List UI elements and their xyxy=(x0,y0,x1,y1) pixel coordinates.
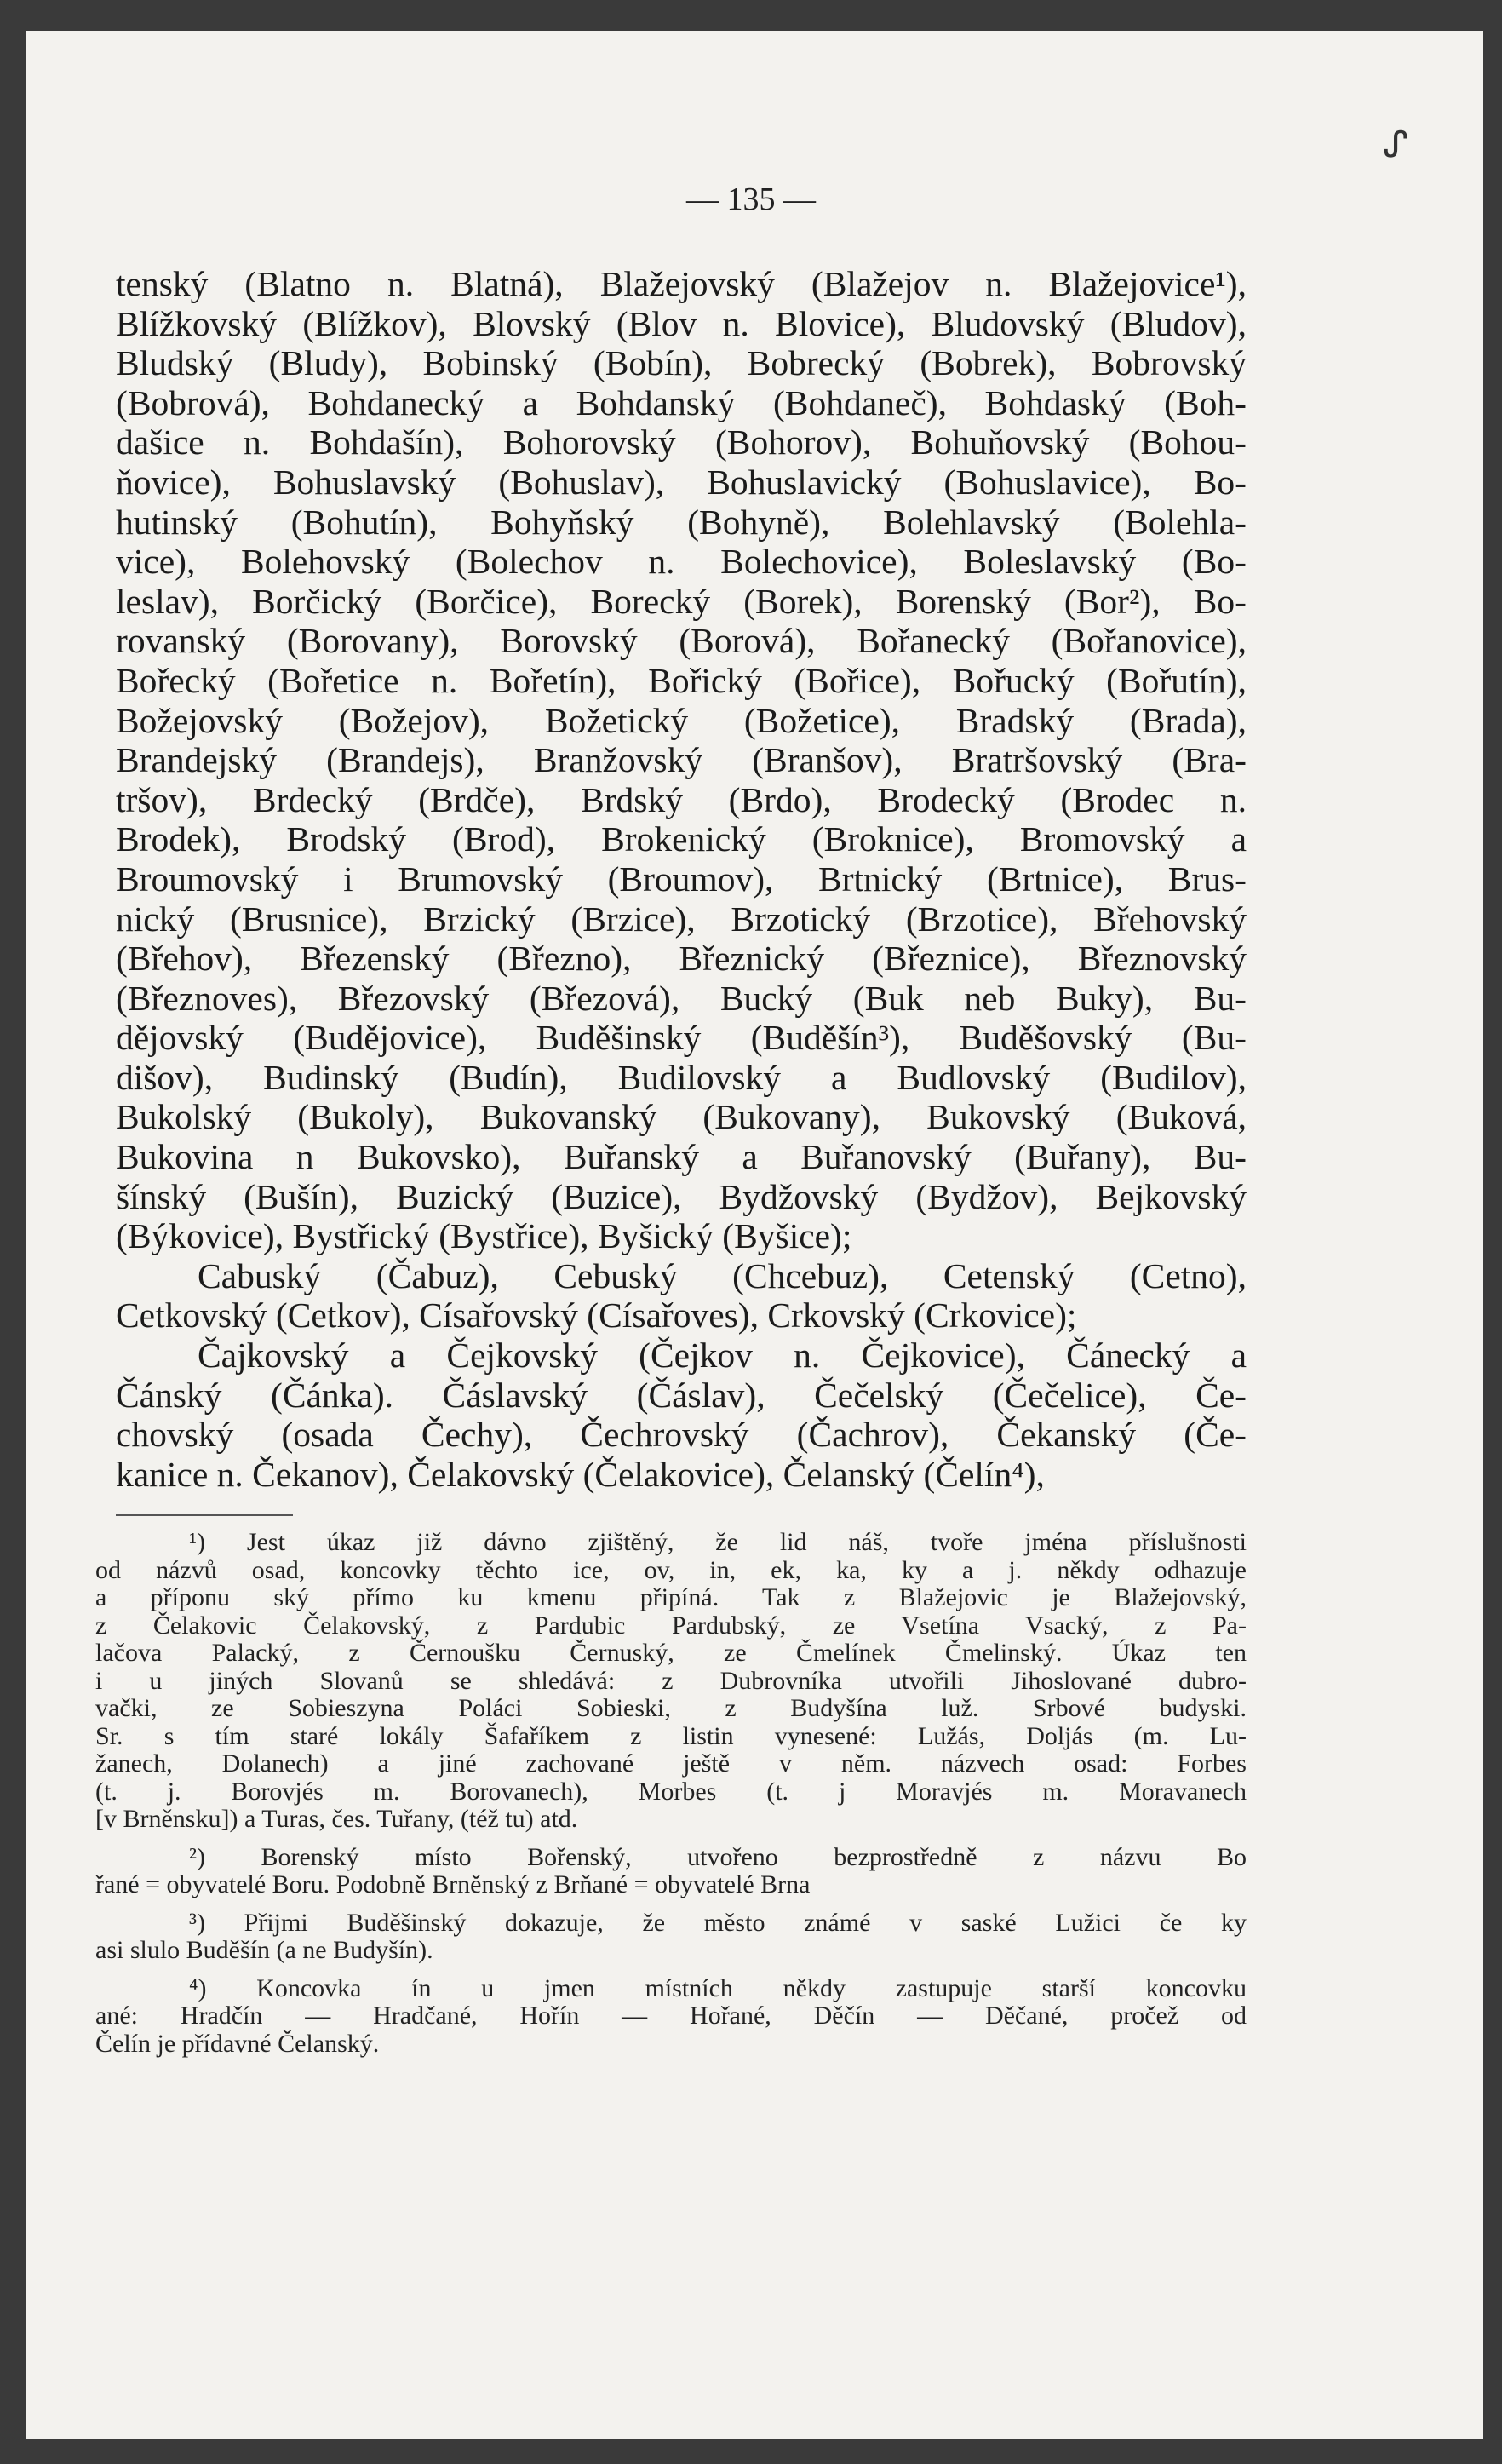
footnote-line: řané = obyvatelé Boru. Podobně Brněnský z Brňané = obyvatelé Brna xyxy=(95,1870,811,1898)
footnote-4 xyxy=(95,1975,1247,2059)
footnote-line: lačova Palacký, z Černoušku Černuský, ze Čmelínek Čmelinský. Úkaz ten xyxy=(95,1639,1247,1667)
footnote-line: žanech, Dolanech) a jiné zachované ještě v něm. názvech osad: Forbes xyxy=(95,1749,1247,1778)
text-line: kanice n. Čekanov), Čelakovský (Čelakovice), Čelanský (Čelín⁴), xyxy=(116,1454,1045,1494)
footnote-2 xyxy=(95,1844,1247,1899)
text-line: chovský (osada Čechy), Čechrovský (Čachrov), Čekanský (Če- xyxy=(116,1415,1247,1455)
footnotes-block xyxy=(95,1529,1247,2068)
text-line: dějovský (Budějovice), Buděšinský (Buděšín³), Buděšovský (Bu- xyxy=(116,1018,1247,1058)
footnote-line: i u jiných Slovanů se shledává: z Dubrovníka utvořili Jihoslované dubro- xyxy=(95,1666,1247,1695)
text-line: Bukovina n Bukovsko), Buřanský a Buřanovský (Buřany), Bu- xyxy=(116,1137,1247,1177)
footnote-line: [v Brněnsku]) a Turas, čes. Tuřany, (též tu) atd. xyxy=(95,1805,578,1833)
text-line: (Bobrová), Bohdanecký a Bohdanský (Bohdaneč), Bohdaský (Boh- xyxy=(116,382,1247,422)
footnote-line: ²) Borenský místo Bořenský, utvořeno bezprostředně z názvu Bo xyxy=(189,1842,1247,1871)
text-line: (Býkovice), Bystřický (Bystřice), Byšický (Byšice); xyxy=(116,1216,852,1256)
text-line: Bořecký (Bořetice n. Bořetín), Bořický (Bořice), Bořucký (Bořutín), xyxy=(116,660,1247,700)
footnote-line: od názvů osad, koncovky těchto ice, ov, in, ek, ka, ky a j. někdy odhazuje xyxy=(95,1555,1247,1584)
footnote-line: Sr. s tím staré lokály Šafaříkem z listin vynesené: Lužás, Doljás (m. Lu- xyxy=(95,1721,1247,1750)
footnote-line: ⁴) Koncovka ín u jmen místních někdy zastupuje starší koncovku xyxy=(189,1973,1247,2002)
text-line: dišov), Budinský (Budín), Budilovský a Budlovský (Budilov), xyxy=(116,1057,1247,1097)
text-line: dašice n. Bohdašín), Bohorovský (Bohorov), Bohuňovský (Bohou- xyxy=(116,422,1247,462)
text-line: Brodek), Brodský (Brod), Brokenický (Broknice), Bromovský a xyxy=(116,819,1247,859)
footnote-line: z Čelakovic Čelakovský, z Pardubic Pardubský, ze Vsetína Vsacký, z Pa- xyxy=(95,1611,1247,1640)
text-line: tršov), Brdecký (Brdče), Brdský (Brdo), Brodecký (Brodec n. xyxy=(116,779,1247,819)
text-line: leslav), Borčický (Borčice), Borecký (Borek), Borenský (Bor²), Bo- xyxy=(116,581,1247,621)
text-line: Brandejský (Brandejs), Branžovský (Branšov), Bratršovský (Bra- xyxy=(116,740,1247,780)
text-line: šínský (Bušín), Buzický (Buzice), Bydžovský (Bydžov), Bejkovský xyxy=(116,1176,1247,1216)
text-line: Božejovský (Božejov), Božetický (Božetice), Bradský (Brada), xyxy=(116,700,1247,740)
text-line: Cabuský (Čabuz), Cebuský (Chcebuz), Cetenský (Cetno), xyxy=(198,1255,1247,1295)
page-number: — 135 — xyxy=(686,181,816,217)
text-line: Čánský (Čánka). Čáslavský (Čáslav), Čečelský (Čečelice), Če- xyxy=(116,1375,1247,1415)
footnote-separator xyxy=(116,1514,293,1516)
text-line: rovanský (Borovany), Borovský (Borová), Bořanecký (Bořanovice), xyxy=(116,621,1247,661)
footnote-line: ané: Hradčín — Hradčané, Hořín — Hořané, Děčín — Děčané, pročež od xyxy=(95,2002,1247,2030)
text-line: hutinský (Bohutín), Bohyňský (Bohyně), Bolehlavský (Bolehla- xyxy=(116,502,1247,542)
text-line: Broumovský i Brumovský (Broumov), Brtnický (Brtnice), Brus- xyxy=(116,859,1247,899)
footnote-line: (t. j. Borovjés m. Borovanech), Morbes (t. j Moravjés m. Moravanech xyxy=(95,1777,1247,1806)
footnote-3 xyxy=(95,1910,1247,1965)
text-line: tenský (Blatno n. Blatná), Blažejovský (Blažejov n. Blažejovice¹), xyxy=(116,264,1247,303)
text-line: Čajkovský a Čejkovský (Čejkov n. Čejkovice), Čánecký a xyxy=(198,1335,1247,1376)
footnote-line: vački, ze Sobieszyna Poláci Sobieski, z Budyšína luž. Srbové budyski. xyxy=(95,1694,1247,1722)
text-line: Bludský (Bludy), Bobinský (Bobín), Bobrecký (Bobrek), Bobrovský xyxy=(116,343,1247,383)
text-line: vice), Bolehovský (Bolechov n. Bolechovice), Boleslavský (Bo- xyxy=(116,542,1247,582)
footnote-line: a příponu ský přímo ku kmenu připíná. Tak z Blažejovic je Blažejovský, xyxy=(95,1583,1247,1611)
text-line: Cetkovský (Cetkov), Císařovský (Císařoves), Crkovský (Crkovice); xyxy=(116,1295,1077,1335)
footnote-line: ¹) Jest úkaz již dávno zjištěný, že lid náš, tvoře jména příslušnosti xyxy=(189,1528,1247,1556)
main-text-block xyxy=(116,264,1247,1494)
text-line: Bukolský (Bukoly), Bukovanský (Bukovany), Bukovský (Buková, xyxy=(116,1097,1247,1137)
text-line: (Břehov), Březenský (Březno), Březnický (Březnice), Březnovský xyxy=(116,939,1247,979)
corner-pencil-mark: ᔑ xyxy=(1383,126,1408,165)
footnote-1 xyxy=(95,1529,1247,1834)
footnote-line: asi slulo Buděšín (a ne Budyšín). xyxy=(95,1936,433,1964)
text-line: (Březnoves), Březovský (Březová), Bucký (Buk neb Buky), Bu- xyxy=(116,978,1247,1018)
text-line: nický (Brusnice), Brzický (Brzice), Brzotický (Brzotice), Břehovský xyxy=(116,899,1247,939)
footnote-line: Čelín je přídavné Čelanský. xyxy=(95,2029,380,2058)
text-line: ňovice), Bohuslavský (Bohuslav), Bohuslavický (Bohuslavice), Bo- xyxy=(116,462,1247,502)
text-line: Blížkovský (Blížkov), Blovský (Blov n. Blovice), Bludovský (Bludov), xyxy=(116,303,1247,343)
footnote-line: ³) Přijmi Buděšinský dokazuje, že město známé v saské Lužici če ky xyxy=(189,1908,1247,1937)
